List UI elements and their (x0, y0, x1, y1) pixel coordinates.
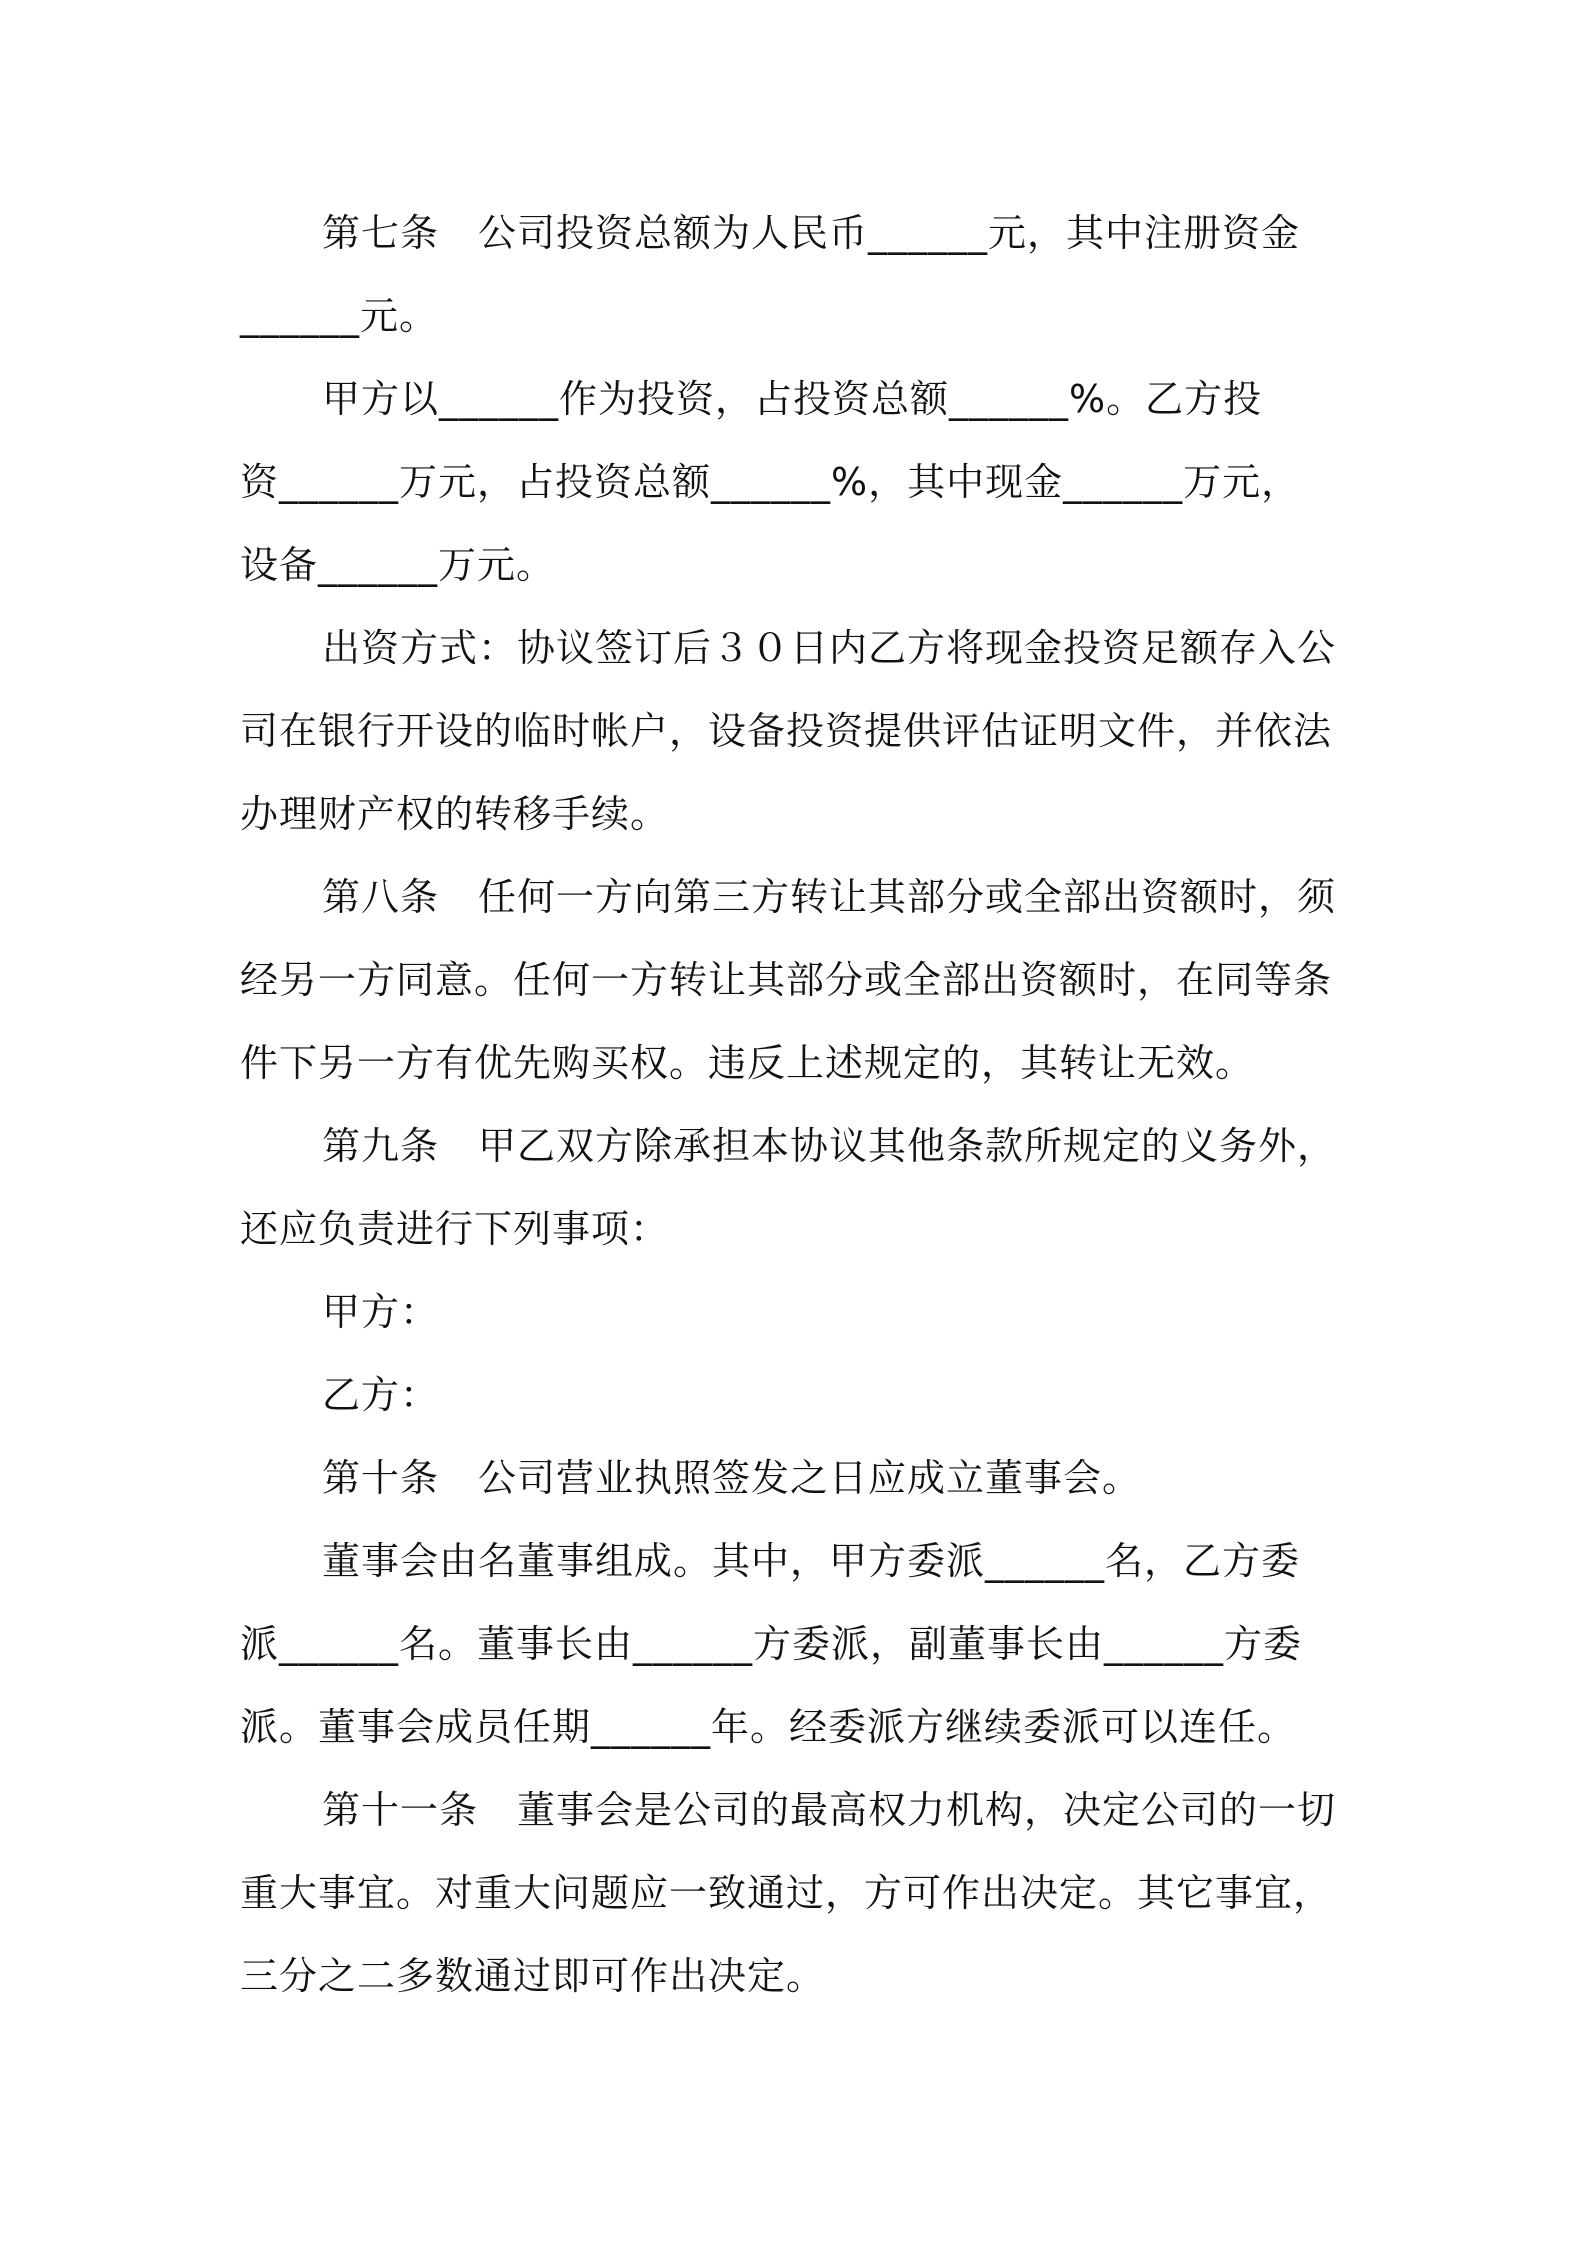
article-8-line-1: 第八条 任何一方向第三方转让其部分或全部出资额时，须 (322, 875, 1337, 919)
investment-line-1: 甲方以______作为投资，占投资总额______%。乙方投 (322, 377, 1263, 421)
contribution-method-line-3: 办理财产权的转移手续。 (240, 792, 670, 836)
article-9-line-2: 还应负责进行下列事项： (240, 1207, 670, 1251)
party-a-line: 甲方： (322, 1290, 440, 1334)
article-11-line-3: 三分之二多数通过即可作出决定。 (240, 1954, 826, 1998)
article-7-line-1: 第七条 公司投资总额为人民币______元，其中注册资金 (322, 211, 1301, 255)
article-8-line-3: 件下另一方有优先购买权。违反上述规定的，其转让无效。 (240, 1041, 1255, 1085)
contribution-method-line-1: 出资方式：协议签订后３０日内乙方将现金投资足额存入公 (322, 626, 1337, 670)
article-11-line-2: 重大事宜。对重大问题应一致通过，方可作出决定。其它事宜， (240, 1871, 1333, 1915)
article-11-line-1: 第十一条 董事会是公司的最高权力机构，决定公司的一切 (322, 1788, 1337, 1832)
board-composition-line-2: 派______名。董事长由______方委派，副董事长由______方委 (240, 1622, 1303, 1666)
board-composition-line-3: 派。董事会成员任期______年。经委派方继续委派可以连任。 (240, 1705, 1297, 1749)
investment-line-3: 设备______万元。 (240, 543, 556, 587)
board-composition-line-1: 董事会由名董事组成。其中，甲方委派______名，乙方委 (322, 1539, 1301, 1583)
investment-line-2: 资______万元，占投资总额______%，其中现金______万元， (240, 460, 1301, 504)
party-b-line: 乙方： (322, 1373, 440, 1417)
article-10-line-1: 第十条 公司营业执照签发之日应成立董事会。 (322, 1456, 1142, 1500)
article-9-line-1: 第九条 甲乙双方除承担本协议其他条款所规定的义务外， (322, 1124, 1337, 1168)
article-7-line-2: ______元。 (240, 294, 439, 338)
document-body (240, 192, 1350, 2018)
contribution-method-line-2: 司在银行开设的临时帐户，设备投资提供评估证明文件，并依法 (240, 709, 1333, 753)
article-8-line-2: 经另一方同意。任何一方转让其部分或全部出资额时，在同等条 (240, 958, 1333, 1002)
